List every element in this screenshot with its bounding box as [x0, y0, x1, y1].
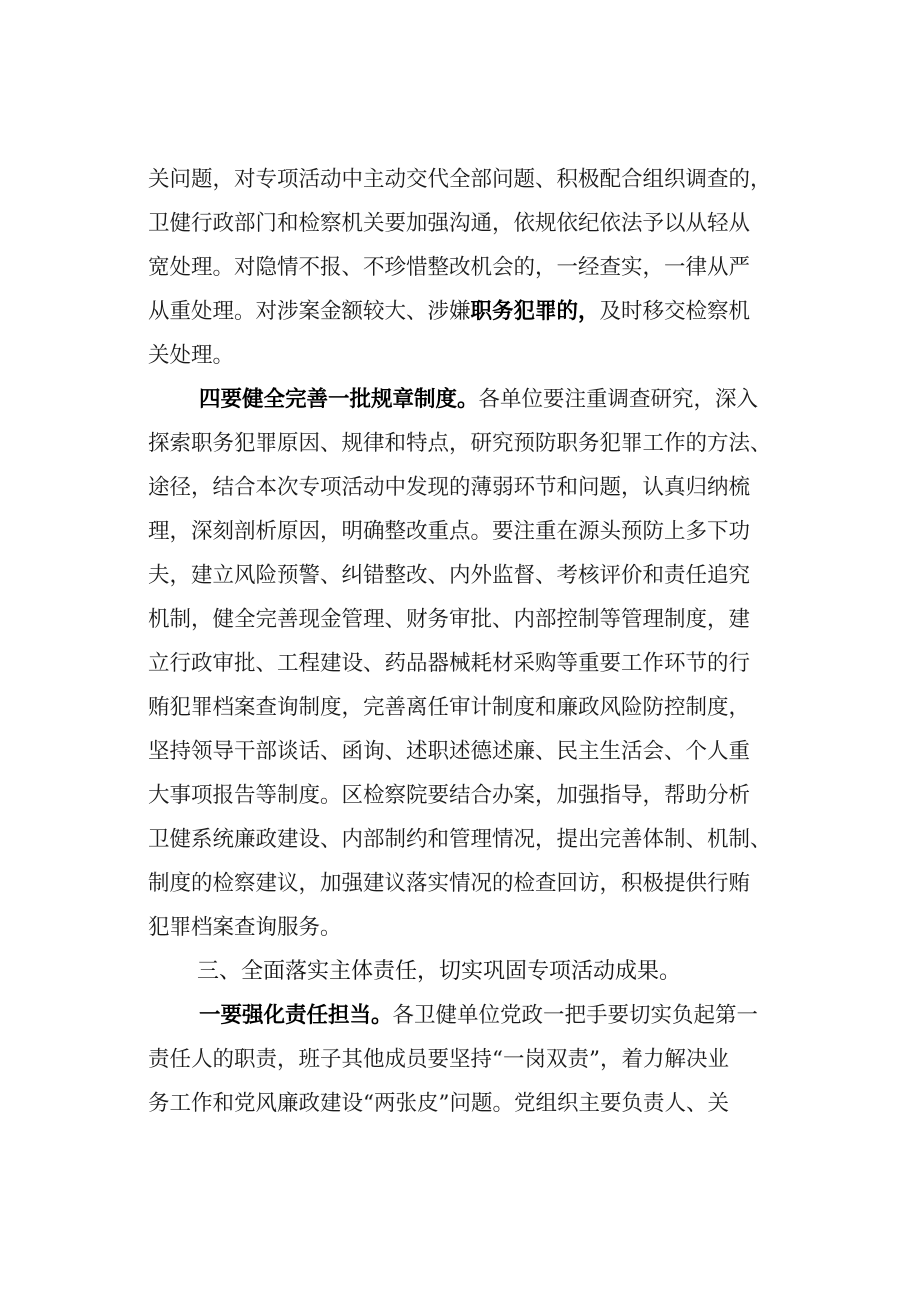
paragraph-line: 途径，结合本次专项活动中发现的薄弱环节和问题，认真归纳梳 — [148, 475, 751, 500]
paragraph-line — [199, 378, 859, 422]
paragraph-line: 坚持领导干部谈话、函询、述职述德述廉、民主生活会、个人重 — [148, 739, 751, 764]
paragraph-line: 理，深刻剖析原因，明确整改重点。要注重在源头预防上多下功 — [148, 519, 751, 544]
paragraph-line: 宽处理。对隐情不报、不珍惜整改机会的，一经查实，一律从严 — [148, 255, 751, 280]
paragraph-line: 机制，健全完善现金管理、财务审批、内部控制等管理制度，建 — [148, 607, 751, 632]
text-run: 各单位要注重调查研究，深入 — [478, 387, 759, 412]
paragraph-line: 制度的检察建议，加强建议落实情况的检查回访，积极提供行贿 — [148, 871, 751, 896]
paragraph-line: 关处理。 — [148, 343, 235, 368]
paragraph-line: 关问题，对专项活动中主动交代全部问题、积极配合组织调查的， — [148, 167, 772, 192]
paragraph-line: 贿犯罪档案查询制度，完善离任审计制度和廉政风险防控制度， — [148, 695, 751, 720]
paragraph-line: 立行政审批、工程建设、药品器械耗材采购等重要工作环节的行 — [148, 651, 751, 676]
text-run: 及时移交检察机 — [599, 299, 751, 324]
text-run: 各卫健单位党政一把手要切实负起第一 — [392, 1003, 759, 1028]
paragraph-line: 卫健系统廉政建设、内部制约和管理情况，提出完善体制、机制、 — [148, 827, 772, 852]
paragraph-line: 夫，建立风险预警、纠错整改、内外监督、考核评价和责任追究 — [148, 563, 751, 588]
section-lead-bold: 一要强化责任担当。 — [199, 1003, 393, 1028]
paragraph-line: 大事项报告等制度。区检察院要结合办案，加强指导，帮助分析 — [148, 783, 751, 808]
text-run: 从重处理。对涉案金额较大、涉嫌 — [148, 299, 471, 324]
paragraph-line: 犯罪档案查询服务。 — [148, 915, 342, 940]
bold-text-run: 职务犯罪的， — [470, 299, 600, 324]
section-lead-bold: 四要健全完善一批规章制度。 — [199, 387, 479, 412]
paragraph-line: 责任人的职责，班子其他成员要坚持“一岗双责”，着力解决业 — [148, 1047, 729, 1072]
paragraph-line: 卫健行政部门和检察机关要加强沟通，依规依纪依法予以从轻从 — [148, 211, 751, 236]
paragraph-line — [199, 994, 859, 1038]
paragraph-line — [148, 290, 808, 334]
paragraph-line: 探索职务犯罪原因、规律和特点，研究预防职务犯罪工作的方法、 — [148, 431, 772, 456]
paragraph-line: 务工作和党风廉政建设“两张皮”问题。党组织主要负责人、关 — [148, 1091, 729, 1116]
section-heading: 三、全面落实主体责任，切实巩固专项活动成果。 — [197, 959, 682, 984]
